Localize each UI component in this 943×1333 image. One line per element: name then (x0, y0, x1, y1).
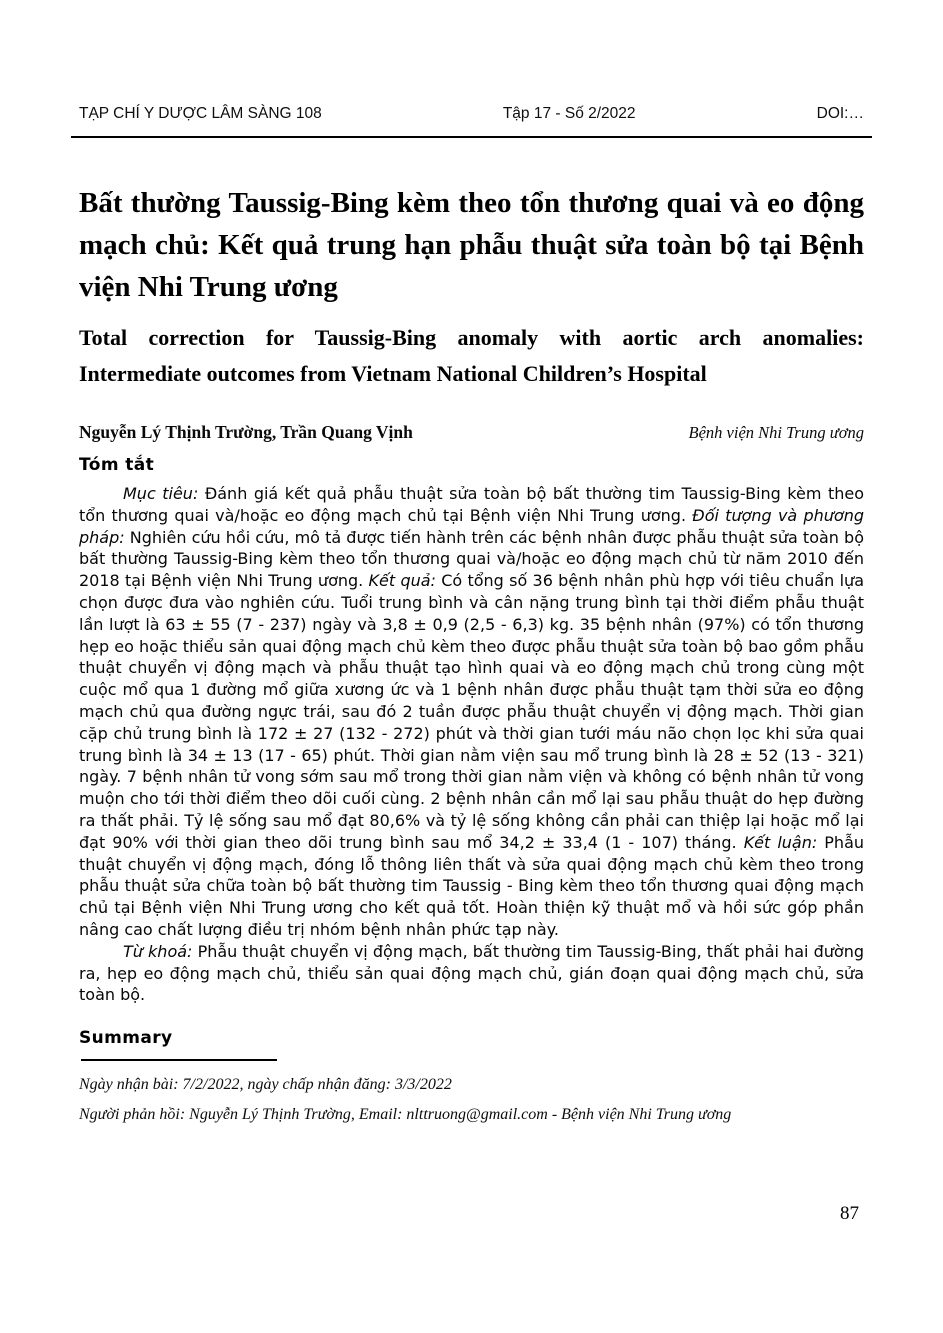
label-keywords: Từ khoá: (123, 941, 198, 961)
footnote-correspondence: Người phản hồi: Nguyễn Lý Thịnh Trường, Email: nlttruong@gmail.com - Bệnh viện Nhi Trung ương (79, 1106, 732, 1124)
text-objective: Đánh giá kết quả phẫu thuật sửa toàn bộ bất thường tim Taussig-Bing kèm theo tổn thương quai và/hoặc eo động mạch chủ tại Bệnh viện Nhi Trung ương. (79, 484, 864, 525)
issue-label: Tập 17 - Số 2/2022 (502, 105, 636, 122)
label-results: Kết quả: (368, 571, 442, 591)
authors: Nguyễn Lý Thịnh Trường, Trần Quang Vịnh (79, 422, 413, 442)
doi-label: DOI:… (816, 105, 864, 122)
abstract-heading: Tóm tắt (79, 455, 155, 475)
label-methods: Đối tượng và phương pháp: (79, 505, 864, 547)
article-title-vi: Bất thường Taussig-Bing kèm theo tổn thương quai và eo động mạch chủ: Kết quả trung hạn phẫu thuật sửa toàn bộ tại Bệnh viện Nhi Trung ương (79, 187, 864, 303)
journal-name: TẠP CHÍ Y DƯỢC LÂM SÀNG 108 (79, 105, 322, 122)
header-rule (71, 136, 872, 138)
text-methods: Nghiên cứu hồi cứu, mô tả được tiến hành trên các bệnh nhân được phẫu thuật sửa toàn bộ bất thường Taussig-Bing kèm theo tổn thương quai và/hoặc eo động mạch chủ từ năm 2010 đến 2018 tại Bệnh viện Nhi Trung ương. (79, 527, 864, 591)
affiliation: Bệnh viện Nhi Trung ương (688, 423, 864, 442)
text-keywords: Phẫu thuật chuyển vị động mạch, bất thường tim Taussig-Bing, thất phải hai đường ra, hẹp eo động mạch chủ, thiểu sản quai động mạch chủ, gián đoạn quai động mạch chủ, sửa toàn bộ. (79, 941, 864, 1005)
page-number: 87 (840, 1203, 859, 1224)
label-conclusion: Kết luận: (743, 832, 825, 852)
keywords-paragraph (79, 941, 864, 1006)
label-objective: Mục tiêu: (123, 484, 205, 503)
running-head (79, 104, 864, 123)
abstract-body (79, 483, 864, 1006)
summary-heading: Summary (79, 1028, 173, 1049)
article-title-en: Total correction for Taussig-Bing anomaly with aortic arch anomalies: Intermediate outcomes from Vietnam National Children’s Hospital (79, 325, 864, 386)
text-conclusion: Phẫu thuật chuyển vị động mạch, đóng lỗ thông liên thất và sửa quai động mạch chủ kèm theo trong phẫu thuật sửa chữa toàn bộ bất thường tim Taussig - Bing kèm theo tổn thương quai động mạch chủ tại Bệnh viện Nhi Trung ương cho kết quả tốt. Hoàn thiện kỹ thuật mổ và hồi sức góp phần nâng cao chất lượng điều trị nhóm bệnh nhân phức tạp này. (79, 832, 865, 939)
text-results: Có tổng số 36 bệnh nhân phù hợp với tiêu chuẩn lựa chọn được đưa vào nghiên cứu. Tuổi trung bình và cân nặng trung bình tại thời điểm phẫu thuật lần lượt là 63 ± 55 (7 - 237) ngày và 3,8 ± 0,9 (2,5 - 6,3) kg. 35 bệnh nhân (97%) có tổn thương hẹp eo hoặc thiểu sản quai động mạch chủ kèm theo được phẫu thuật sửa toàn bộ bao gồm phẫu thuật chuyển vị động mạch và phẫu thuật tạo hình quai và eo động mạch chủ trong cùng một cuộc mổ qua 1 đường mổ giữa xương ức và 1 bệnh nhân được phẫu thuật tạm thời sửa eo động mạch chủ qua đường ngực trái, sau đó 2 tuần được phẫu thuật chuyển vị động mạch. Thời gian cặp chủ trung bình là 172 ± 27 (132 - 272) phút và thời gian tưới máu não chọn lọc khi sửa quai trung bình là 34 ± 13 (17 - 65) phút. Thời gian nằm viện sau mổ trung bình là 28 ± 52 (13 - 321) ngày. 7 bệnh nhân tử vong sớm sau mổ trong thời gian nằm viện và không có bệnh nhân tử vong muộn cho tới thời điểm theo dõi cuối cùng. 2 bệnh nhân cần mổ lại sau phẫu thuật do hẹp đường ra thất phải. Tỷ lệ sống sau mổ đạt 80,6% và tỷ lệ sống không cần phải can thiệp lại hoặc mổ lại đạt 90% với thời gian theo dõi trung bình sau mổ 34,2 ± 33,4 (1 - 107) tháng. (79, 571, 864, 852)
authors-row (79, 422, 864, 443)
footnote-separator (81, 1059, 277, 1061)
abstract-paragraph (79, 483, 864, 941)
footnote-received: Ngày nhận bài: 7/2/2022, ngày chấp nhận đăng: 3/3/2022 (79, 1076, 452, 1094)
